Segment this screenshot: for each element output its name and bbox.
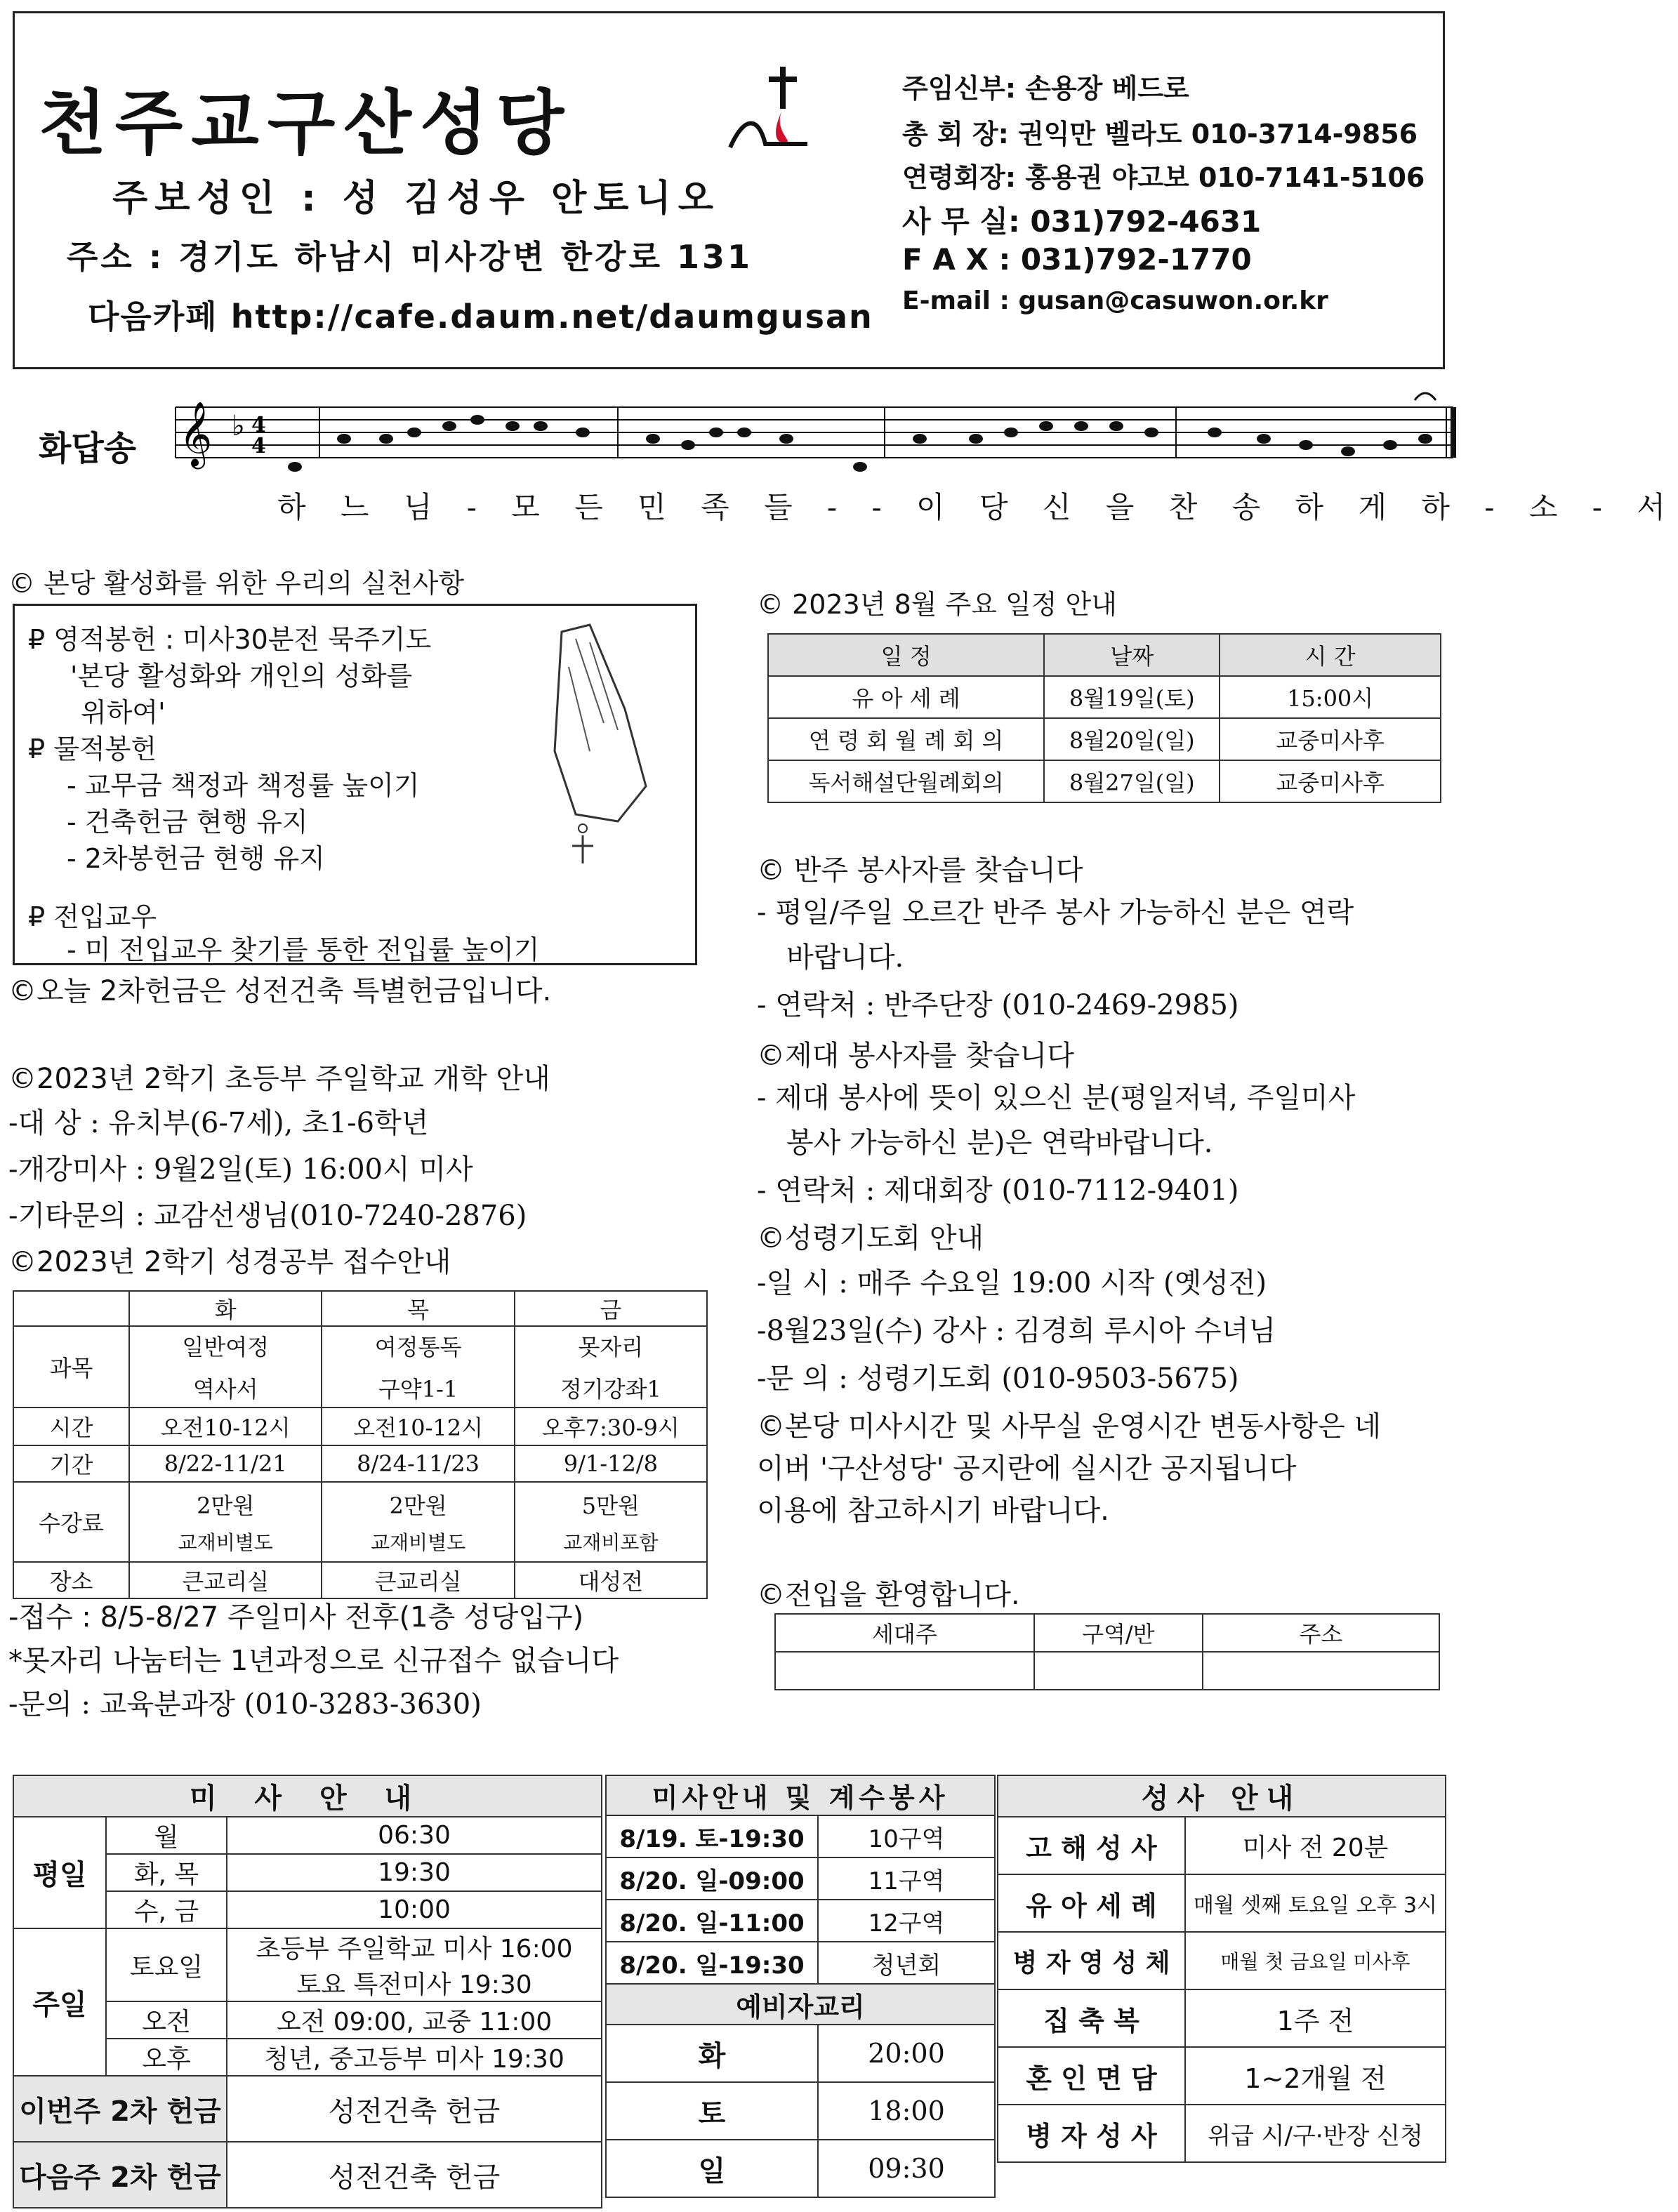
welcome-table <box>774 1613 1440 1690</box>
accompanist-line: - 평일/주일 오르간 반주 봉사 가능하신 분은 연락 <box>757 896 1354 929</box>
table-cell <box>1034 1652 1203 1690</box>
bullet-icon: © <box>8 1063 37 1095</box>
table-cell: 8/22-11/21 <box>129 1445 322 1482</box>
table-cell: 8월20일(일) <box>1044 718 1220 760</box>
table-cell: 독서해설단월례회의 <box>768 760 1044 802</box>
table-cell: 5만원 교재비포함 <box>515 1482 707 1562</box>
bullet-icon: © <box>757 1040 785 1072</box>
this-week-collection-label: 이번주 2차 헌금 <box>13 2076 227 2142</box>
practice-item: - 미 전입교우 찾기를 통한 전입률 높이기 <box>67 934 540 965</box>
service-group: 10구역 <box>818 1815 995 1857</box>
accompanist-line: 바랍니다. <box>786 941 904 974</box>
altar-server-title: ©제대 봉사자를 찾습니다 <box>757 1040 1074 1072</box>
table-cell: 8월19일(토) <box>1044 676 1220 718</box>
second-collection-notice: ©오늘 2차헌금은 성전건축 특별헌금입니다. <box>8 975 552 1007</box>
bible-note: *못자리 나눔터는 1년과정으로 신규접수 없습니다 <box>8 1645 619 1677</box>
practice-item: - 2차봉헌금 현행 유지 <box>67 843 325 874</box>
table-cell: 유 아 세 례 <box>768 676 1044 718</box>
day-cell: 월 <box>106 1817 227 1854</box>
notice-line: 이용에 참고하시기 바랍니다. <box>757 1495 1109 1527</box>
sacrament-info: 매월 셋째 토요일 오후 3시 <box>1185 1874 1446 1932</box>
prayer-meeting-line: -8월23일(수) 강사 : 김경희 루시아 수녀님 <box>757 1315 1276 1347</box>
svg-text:4: 4 <box>251 434 266 458</box>
catechumen-day: 토 <box>606 2082 818 2140</box>
this-week-collection-value: 성전건축 헌금 <box>227 2076 602 2142</box>
practice-item: ₽ 물적봉헌 <box>28 734 157 764</box>
bible-study-title: ©2023년 2학기 성경공부 접수안내 <box>8 1246 451 1278</box>
table-row <box>768 676 1441 718</box>
table-row <box>768 718 1441 760</box>
svg-text:4: 4 <box>251 413 266 437</box>
service-date: 8/20. 일-09:00 <box>606 1857 818 1900</box>
catechumen-day: 일 <box>606 2140 818 2197</box>
bullet-icon: © <box>8 1246 37 1278</box>
table-cell: 연 령 회 월 례 회 의 <box>768 718 1044 760</box>
time-cell: 10:00 <box>227 1891 602 1928</box>
church-logo-icon <box>716 60 814 158</box>
svg-text:♭: ♭ <box>232 410 245 442</box>
table-header: 화 <box>129 1291 322 1326</box>
bullet-icon: © <box>8 568 35 599</box>
day-cell: 수, 금 <box>106 1891 227 1928</box>
altar-server-line: - 연락처 : 제대회장 (010-7112-9401) <box>757 1174 1239 1207</box>
table-cell: 9/1-12/8 <box>515 1445 707 1482</box>
welcome-title: ©전입을 환영합니다. <box>757 1579 1020 1611</box>
psalm-lyrics: 하 느 님 - 모 든 민 족 들 - - 이 당 신 을 찬 송 하 게 하 - 소 - 서 <box>277 490 1678 524</box>
row-label: 시간 <box>13 1408 129 1445</box>
email-address[interactable]: E-mail : gusan@casuwon.or.kr <box>902 286 1328 315</box>
table-cell: 2만원 교재비별도 <box>322 1482 514 1562</box>
parish-name: 천주교구산성당 <box>39 81 573 164</box>
bullet-icon: © <box>757 1410 785 1443</box>
service-group: 12구역 <box>818 1900 995 1942</box>
bullet-icon: © <box>757 1579 785 1611</box>
table-cell: 일반여정 역사서 <box>129 1326 322 1408</box>
sacrament-info: 미사 전 20분 <box>1185 1817 1446 1874</box>
time-cell: 청년, 중고등부 미사 19:30 <box>227 2039 602 2076</box>
service-title: 미사안내 및 계수봉사 <box>606 1775 995 1815</box>
accompanist-line: - 연락처 : 반주단장 (010-2469-2985) <box>757 989 1239 1021</box>
table-header: 일 정 <box>768 634 1044 676</box>
row-label: 수강료 <box>13 1482 129 1562</box>
notice-line: ©본당 미사시간 및 사무실 운영시간 변동사항은 네 <box>757 1410 1382 1443</box>
table-header: 주소 <box>1203 1614 1439 1652</box>
table-cell: 오전10-12시 <box>322 1408 514 1445</box>
day-cell: 오후 <box>106 2039 227 2076</box>
sacrament-info: 매월 첫 금요일 미사후 <box>1185 1932 1446 1989</box>
bible-note: -접수 : 8/5-8/27 주일미사 전후(1층 성당입구) <box>8 1601 584 1634</box>
svg-text:𝄞: 𝄞 <box>179 401 213 466</box>
table-cell <box>13 1291 129 1326</box>
fax-number: F A X : 031)792-1770 <box>902 242 1252 277</box>
president-info: 총 회 장: 권익만 벨라도 010-3714-9856 <box>902 119 1418 150</box>
won-sign-icon: ₽ <box>28 624 54 655</box>
table-cell: 오전10-12시 <box>129 1408 322 1445</box>
august-schedule-table <box>767 633 1441 803</box>
sacrament-title: 성사 안내 <box>998 1775 1446 1817</box>
table-cell: 큰교리실 <box>322 1562 514 1598</box>
row-label: 과목 <box>13 1326 129 1408</box>
sacrament-name: 집 축 복 <box>998 1989 1185 2047</box>
schedule-title: © 2023년 8월 주요 일정 안내 <box>757 589 1117 620</box>
time-cell: 초등부 주일학교 미사 16:00 토요 특전미사 19:30 <box>227 1928 602 2001</box>
day-cell: 화, 목 <box>106 1854 227 1891</box>
time-cell: 19:30 <box>227 1854 602 1891</box>
table-cell <box>775 1652 1034 1690</box>
sacrament-name: 병 자 성 사 <box>998 2105 1185 2162</box>
table-header: 시 간 <box>1220 634 1441 676</box>
patron-saint: 주보성인 : 성 김성우 안토니오 <box>112 178 720 220</box>
practice-item: 위하여' <box>81 697 166 728</box>
sunday-label: 주일 <box>13 1928 106 2076</box>
won-sign-icon: ₽ <box>28 901 54 932</box>
table-cell: 대성전 <box>515 1562 707 1598</box>
next-week-collection-label: 다음주 2차 헌금 <box>13 2142 227 2208</box>
accompanist-title: © 반주 봉사자를 찾습니다 <box>757 854 1083 887</box>
catechumen-title: 예비자교리 <box>606 1984 995 2025</box>
table-cell: 2만원 교재비별도 <box>129 1482 322 1562</box>
prayer-meeting-title: ©성령기도회 안내 <box>757 1222 984 1254</box>
table-header: 목 <box>322 1291 514 1326</box>
altar-server-line: - 제대 봉사에 뜻이 있으신 분(평일저녁, 주일미사 <box>757 1082 1356 1114</box>
sacrament-info: 1~2개월 전 <box>1185 2047 1446 2105</box>
table-cell <box>1203 1652 1439 1690</box>
practice-item: - 교무금 책정과 책정률 높이기 <box>67 770 420 801</box>
office-phone: 사 무 실: 031)792-4631 <box>902 204 1262 239</box>
table-header: 날짜 <box>1044 634 1220 676</box>
mass-guide-table <box>13 1775 602 2208</box>
catechumen-day: 화 <box>606 2025 818 2082</box>
sacrament-name: 고 해 성 사 <box>998 1817 1185 1874</box>
bible-study-table <box>13 1290 708 1599</box>
psalm-music-staff <box>169 379 1460 484</box>
sacrament-info: 1주 전 <box>1185 1989 1446 2047</box>
row-label: 기간 <box>13 1445 129 1482</box>
catechumen-time: 09:30 <box>818 2140 995 2197</box>
table-cell: 8월27일(일) <box>1044 760 1220 802</box>
bible-note: -문의 : 교육분과장 (010-3283-3630) <box>8 1688 482 1721</box>
service-date: 8/19. 토-19:30 <box>606 1815 818 1857</box>
table-cell: 교중미사후 <box>1220 718 1441 760</box>
bullet-icon: © <box>757 1222 785 1254</box>
service-group: 청년회 <box>818 1942 995 1984</box>
praying-hands-rosary-icon <box>484 611 674 870</box>
day-cell: 토요일 <box>106 1928 227 2001</box>
practice-item: - 건축헌금 현행 유지 <box>67 807 308 837</box>
sunday-school-line: -대 상 : 유치부(6-7세), 초1-6학년 <box>8 1107 429 1139</box>
table-cell: 15:00시 <box>1220 676 1441 718</box>
sacrament-name: 병 자 영 성 체 <box>998 1932 1185 1989</box>
bullet-icon: © <box>757 589 793 620</box>
parish-address: 주소 : 경기도 하남시 미사강변 한강로 131 <box>67 238 753 276</box>
bullet-icon: © <box>8 975 37 1007</box>
practice-item: ₽ 전입교우 <box>28 901 157 932</box>
bullet-icon: © <box>757 854 794 887</box>
prayer-meeting-line: -문 의 : 성령기도회 (010-9503-5675) <box>757 1363 1239 1395</box>
weekday-label: 평일 <box>13 1817 106 1928</box>
row-label: 장소 <box>13 1562 129 1598</box>
sacrament-name: 유 아 세 례 <box>998 1874 1185 1932</box>
catechumen-time: 20:00 <box>818 2025 995 2082</box>
table-cell: 여정통독 구약1-1 <box>322 1326 514 1408</box>
elder-president-info: 연령회장: 홍용권 야고보 010-7141-5106 <box>902 162 1425 193</box>
sacrament-guide-table <box>997 1775 1446 2163</box>
time-cell: 06:30 <box>227 1817 602 1854</box>
altar-server-line: 봉사 가능하신 분)은 연락바랍니다. <box>786 1127 1213 1159</box>
table-cell: 못자리 정기강좌1 <box>515 1326 707 1408</box>
catechumen-time: 18:00 <box>818 2082 995 2140</box>
psalm-label: 화답송 <box>39 429 137 468</box>
table-cell: 8/24-11/23 <box>322 1445 514 1482</box>
sunday-school-title: ©2023년 2학기 초등부 주일학교 개학 안내 <box>8 1063 550 1095</box>
practice-item: ₽ 영적봉헌 : 미사30분전 묵주기도 <box>28 624 432 655</box>
service-date: 8/20. 일-19:30 <box>606 1942 818 1984</box>
sunday-school-line: -개강미사 : 9월2일(토) 16:00시 미사 <box>8 1153 473 1186</box>
mass-guide-title: 미 사 안 내 <box>13 1775 602 1817</box>
practice-section-title: © 본당 활성화를 위한 우리의 실천사항 <box>8 568 465 599</box>
day-cell: 오전 <box>106 2001 227 2039</box>
practice-item: '본당 활성화와 개인의 성화를 <box>70 661 413 691</box>
table-cell: 오후7:30-9시 <box>515 1408 707 1445</box>
table-cell: 큰교리실 <box>129 1562 322 1598</box>
won-sign-icon: ₽ <box>28 734 54 764</box>
service-date: 8/20. 일-11:00 <box>606 1900 818 1942</box>
counting-service-table <box>605 1775 996 2198</box>
daum-cafe-link[interactable]: 다음카페 http://cafe.daum.net/daumgusan <box>88 298 873 336</box>
table-row <box>768 760 1441 802</box>
sacrament-name: 혼 인 면 담 <box>998 2047 1185 2105</box>
time-cell: 오전 09:00, 교중 11:00 <box>227 2001 602 2039</box>
sunday-school-line: -기타문의 : 교감선생님(010-7240-2876) <box>8 1200 527 1232</box>
prayer-meeting-line: -일 시 : 매주 수요일 19:00 시작 (옛성전) <box>757 1267 1267 1299</box>
sacrament-info: 위급 시/구·반장 신청 <box>1185 2105 1446 2162</box>
pastor-info: 주임신부: 손용장 베드로 <box>902 73 1189 104</box>
table-header: 구역/반 <box>1034 1614 1203 1652</box>
table-header: 금 <box>515 1291 707 1326</box>
service-group: 11구역 <box>818 1857 995 1900</box>
notice-line: 이버 '구산성당' 공지란에 실시간 공지됩니다 <box>757 1452 1297 1485</box>
table-cell: 교중미사후 <box>1220 760 1441 802</box>
next-week-collection-value: 성전건축 헌금 <box>227 2142 602 2208</box>
table-header: 세대주 <box>775 1614 1034 1652</box>
